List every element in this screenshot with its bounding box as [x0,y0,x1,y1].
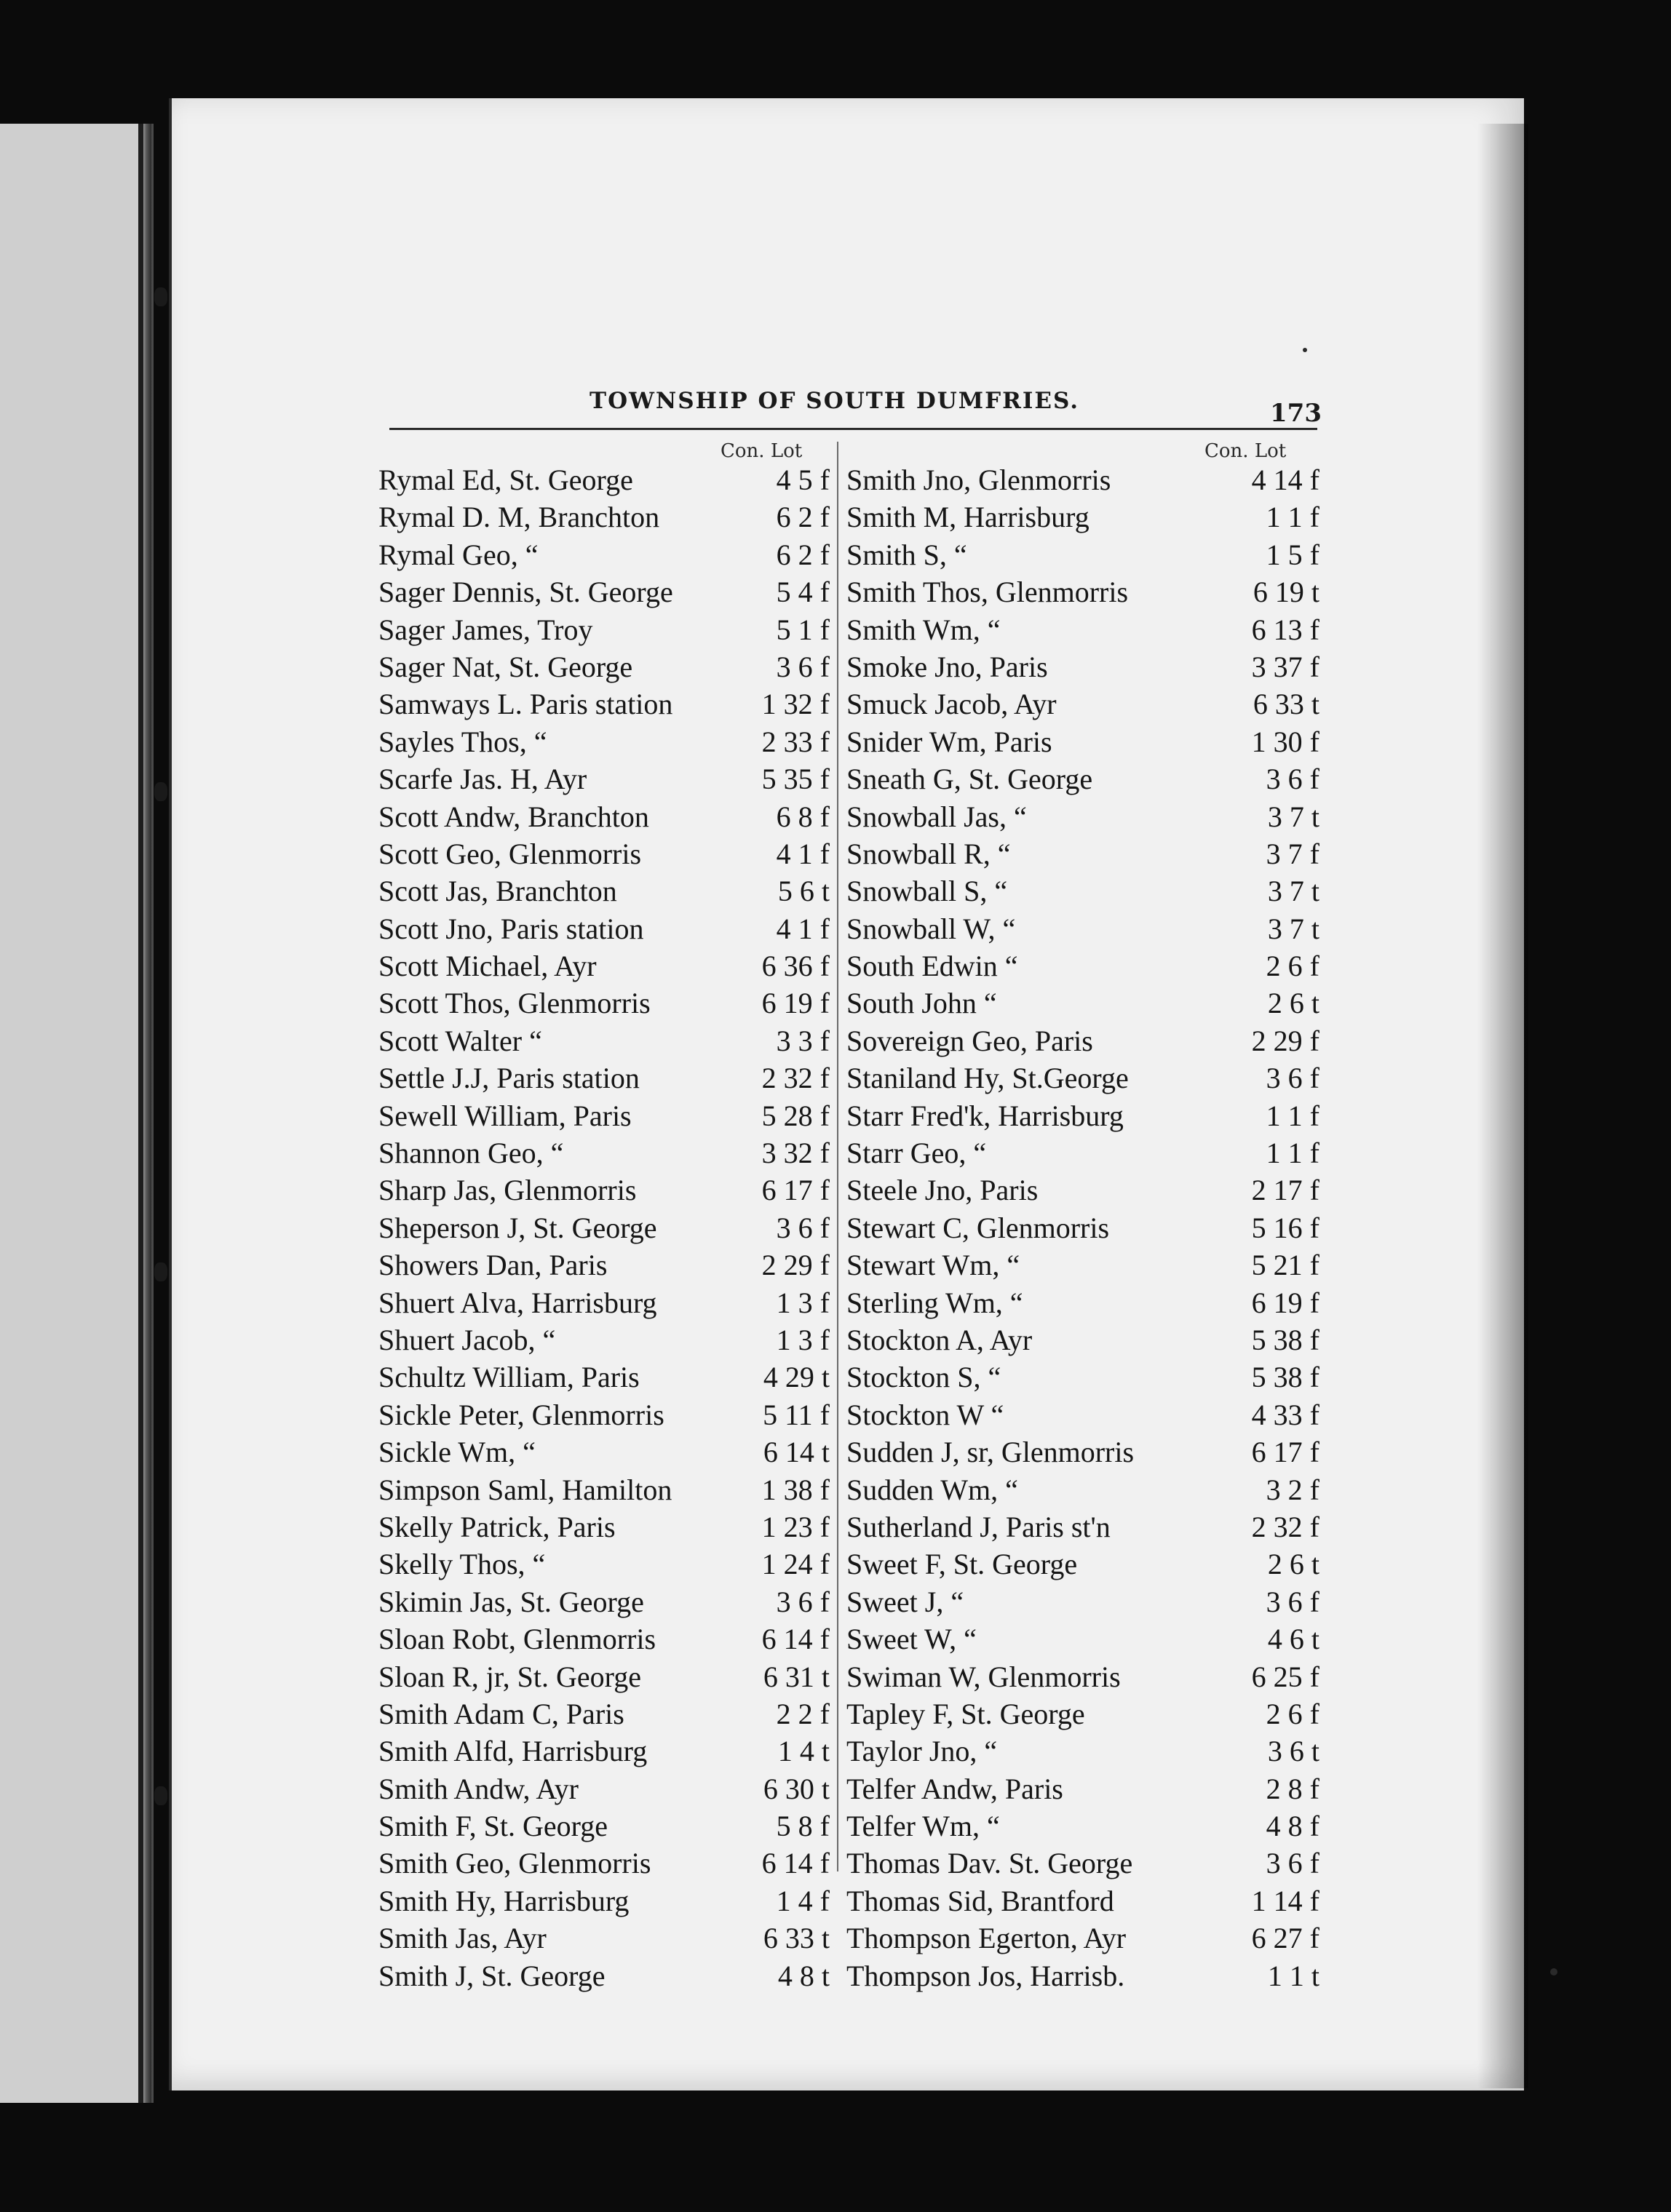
entry-con-lot: 1 4 f [776,1884,830,1917]
entry-con-lot: 6 13 f [1251,613,1319,646]
entry-name: Sudden Wm, “ [846,1473,1018,1506]
list-item [846,798,1319,835]
entry-con-lot: 6 14 f [761,1847,830,1880]
entry-con-lot: 2 8 f [1266,1772,1319,1805]
entry-con-lot: 3 32 f [761,1137,830,1170]
entry-con-lot: 6 17 f [1251,1436,1319,1469]
list-item [846,1807,1319,1845]
entry-con-lot: 5 16 f [1251,1211,1319,1244]
entry-name: Smith Andw, Ayr [378,1772,579,1805]
entry-con-lot: 2 29 f [761,1249,830,1282]
facing-page-edge [0,124,154,2103]
entry-con-lot: 6 19 t [1253,576,1319,609]
entry-name: Sovereign Geo, Paris [846,1024,1093,1057]
right-column-header: Con. Lot [1204,440,1287,462]
entry-name: Sager Nat, St. George [378,650,633,683]
entry-con-lot: 2 2 f [776,1697,830,1730]
entry-name: Tapley F, St. George [846,1697,1085,1730]
entry-name: Sheperson J, St. George [378,1211,657,1244]
list-item [378,461,830,498]
list-item [378,1583,830,1620]
entry-con-lot: 2 17 f [1251,1174,1319,1207]
entry-name: Thomas Sid, Brantford [846,1884,1114,1917]
entry-con-lot: 3 7 t [1267,875,1319,908]
list-item [846,536,1319,573]
entry-name: Smoke Jno, Paris [846,650,1048,683]
entry-name: Smith Adam C, Paris [378,1697,624,1730]
entry-name: Shuert Jacob, “ [378,1323,556,1356]
list-item [378,1059,830,1097]
header-rule [389,428,1317,430]
list-item [378,1919,830,1957]
entry-name: Smith Jas, Ayr [378,1922,547,1955]
list-item [846,1358,1319,1396]
entry-con-lot: 4 33 f [1251,1398,1319,1431]
binding-stitch [154,287,167,306]
list-item [378,1433,830,1471]
entry-name: Steele Jno, Paris [846,1174,1039,1207]
entry-name: Scott Thos, Glenmorris [378,987,651,1020]
entry-con-lot: 4 1 f [776,912,830,945]
entry-con-lot: 6 30 t [763,1772,830,1805]
entry-name: Telfer Wm, “ [846,1810,1000,1843]
list-item [378,910,830,947]
list-item [846,1583,1319,1620]
entry-name: Schultz William, Paris [378,1361,640,1394]
entry-con-lot: 3 3 f [776,1024,830,1057]
list-item [846,1209,1319,1246]
list-item [846,498,1319,536]
entry-con-lot: 3 6 f [776,650,830,683]
entry-con-lot: 5 8 f [776,1810,830,1843]
entry-name: Sickle Wm, “ [378,1436,536,1469]
entry-name: Skelly Thos, “ [378,1548,546,1581]
list-item [378,1957,830,1994]
entry-name: South Edwin “ [846,950,1018,983]
entry-name: Swiman W, Glenmorris [846,1660,1121,1693]
entry-con-lot: 4 14 f [1251,464,1319,496]
entry-con-lot: 3 7 f [1266,837,1319,870]
entry-name: Sloan R, jr, St. George [378,1660,641,1693]
entry-con-lot: 6 14 t [763,1436,830,1469]
list-item [846,1246,1319,1284]
column-divider [837,442,838,1871]
entry-name: Stewart Wm, “ [846,1249,1020,1282]
list-item [846,1919,1319,1957]
entry-name: Snowball W, “ [846,912,1016,945]
entry-con-lot: 4 8 f [1266,1810,1319,1843]
list-item [378,1358,830,1396]
list-item [378,1097,830,1134]
list-item [378,1022,830,1059]
entry-name: Scott Andw, Branchton [378,800,649,833]
entry-con-lot: 2 6 f [1266,950,1319,983]
entry-con-lot: 3 6 f [776,1211,830,1244]
entry-con-lot: 4 5 f [776,464,830,496]
list-item [846,947,1319,984]
list-item [846,984,1319,1022]
entry-con-lot: 6 19 f [1251,1286,1319,1319]
list-item [378,835,830,872]
list-item [378,1321,830,1358]
entry-name: Snider Wm, Paris [846,725,1052,758]
list-item [378,1171,830,1209]
page-edge-shadow [1477,124,1528,2088]
entry-con-lot: 3 6 t [1267,1735,1319,1768]
entry-con-lot: 3 6 f [776,1585,830,1618]
list-item [378,947,830,984]
list-item [378,611,830,648]
entry-name: Sweet F, St. George [846,1548,1078,1581]
entry-con-lot: 1 24 f [761,1548,830,1581]
list-item [846,1284,1319,1321]
entry-name: Sudden J, sr, Glenmorris [846,1436,1135,1469]
page-header: TOWNSHIP OF SOUTH DUMFRIES. [590,388,1080,414]
entry-name: South John “ [846,987,997,1020]
entry-name: Settle J.J, Paris station [378,1062,640,1095]
entry-con-lot: 1 1 f [1266,1099,1319,1132]
list-item [846,1059,1319,1097]
list-item [378,573,830,610]
entry-con-lot: 1 1 f [1266,1137,1319,1170]
entry-name: Sloan Robt, Glenmorris [378,1623,656,1656]
entry-con-lot: 2 6 t [1267,1548,1319,1581]
entry-con-lot: 3 6 f [1266,763,1319,796]
list-item [846,1882,1319,1919]
entry-name: Smith Geo, Glenmorris [378,1847,651,1880]
entry-con-lot: 5 38 f [1251,1323,1319,1356]
entry-name: Telfer Andw, Paris [846,1772,1063,1805]
page-number: 173 [1270,399,1322,428]
list-item [378,760,830,797]
list-item [846,723,1319,760]
list-item [378,648,830,685]
paper-speck [1550,1968,1557,1976]
list-item [846,1433,1319,1471]
list-item [378,536,830,573]
entry-name: Smuck Jacob, Ayr [846,688,1057,721]
entry-con-lot: 6 33 t [763,1922,830,1955]
entry-con-lot: 5 6 t [777,875,830,908]
entry-name: Smith J, St. George [378,1959,606,1992]
list-item [378,1508,830,1545]
entry-name: Smith S, “ [846,538,967,571]
entry-con-lot: 4 6 t [1267,1623,1319,1656]
entry-name: Taylor Jno, “ [846,1735,998,1768]
entry-name: Skimin Jas, St. George [378,1585,644,1618]
entry-con-lot: 5 21 f [1251,1249,1319,1282]
list-item [378,1246,830,1284]
list-item [846,1770,1319,1807]
entry-con-lot: 6 19 f [761,987,830,1020]
list-item [846,760,1319,797]
list-item [378,1284,830,1321]
list-item [378,1658,830,1695]
list-item [846,611,1319,648]
list-item [846,1957,1319,1994]
entry-name: Sutherland J, Paris st'n [846,1510,1111,1543]
list-item [378,1620,830,1658]
entry-name: Snowball R, “ [846,837,1011,870]
entry-name: Showers Dan, Paris [378,1249,608,1282]
entry-name: Sneath G, St. George [846,763,1093,796]
entry-name: Sayles Thos, “ [378,725,547,758]
entry-con-lot: 2 32 f [761,1062,830,1095]
binding-stitch [154,1786,167,1805]
entry-con-lot: 3 7 t [1267,912,1319,945]
entry-con-lot: 5 11 f [763,1398,830,1431]
list-item [378,872,830,910]
list-item [846,1845,1319,1882]
list-item [846,1134,1319,1171]
entry-name: Smith F, St. George [378,1810,608,1843]
list-item [378,1209,830,1246]
entry-con-lot: 1 23 f [761,1510,830,1543]
entry-name: Scott Michael, Ayr [378,950,597,983]
entry-con-lot: 6 17 f [761,1174,830,1207]
entry-name: Stockton W “ [846,1398,1004,1431]
entry-name: Rymal Geo, “ [378,538,539,571]
entry-con-lot: 6 36 f [761,950,830,983]
entry-name: Smith M, Harrisburg [846,501,1089,534]
entry-name: Stockton S, “ [846,1361,1001,1394]
entry-name: Sewell William, Paris [378,1099,632,1132]
list-item [846,910,1319,947]
list-item [846,685,1319,723]
entry-name: Sweet W, “ [846,1623,977,1656]
entry-name: Scott Jno, Paris station [378,912,644,945]
entry-name: Scott Geo, Glenmorris [378,837,642,870]
entry-con-lot: 6 8 f [776,800,830,833]
entry-name: Shuert Alva, Harrisburg [378,1286,657,1319]
entry-con-lot: 1 32 f [761,688,830,721]
list-item [846,1321,1319,1358]
entry-name: Starr Fred'k, Harrisburg [846,1099,1124,1132]
entry-con-lot: 2 6 t [1267,987,1319,1020]
binding-stitch [154,782,167,801]
list-item [846,1471,1319,1508]
entry-name: Starr Geo, “ [846,1137,987,1170]
entry-name: Sweet J, “ [846,1585,964,1618]
entry-name: Smith Jno, Glenmorris [846,464,1111,496]
list-item [378,1770,830,1807]
entry-con-lot: 3 2 f [1266,1473,1319,1506]
list-item [378,1134,830,1171]
list-item [378,1732,830,1770]
entry-name: Samways L. Paris station [378,688,673,721]
list-item [378,723,830,760]
list-item [378,1471,830,1508]
list-item [846,1508,1319,1545]
entry-con-lot: 5 38 f [1251,1361,1319,1394]
list-item [378,798,830,835]
list-item [846,1022,1319,1059]
list-item [378,1695,830,1732]
entry-con-lot: 2 32 f [1251,1510,1319,1543]
entry-name: Sterling Wm, “ [846,1286,1023,1319]
list-item [378,1545,830,1583]
entry-name: Smith Alfd, Harrisburg [378,1735,648,1768]
entry-name: Stewart C, Glenmorris [846,1211,1110,1244]
list-item [846,1695,1319,1732]
entry-con-lot: 3 6 f [1266,1062,1319,1095]
entry-con-lot: 3 6 f [1266,1585,1319,1618]
entry-name: Rymal D. M, Branchton [378,501,660,534]
entry-con-lot: 5 4 f [776,576,830,609]
entry-name: Staniland Hy, St.George [846,1062,1129,1095]
list-item [378,685,830,723]
entry-con-lot: 1 1 f [1266,501,1319,534]
list-item [846,648,1319,685]
entry-name: Thompson Egerton, Ayr [846,1922,1127,1955]
left-column-list [378,461,830,1994]
list-item [846,1732,1319,1770]
list-item [378,1396,830,1433]
list-item [378,1807,830,1845]
list-item [846,573,1319,610]
entry-name: Smith Wm, “ [846,613,1001,646]
list-item [378,984,830,1022]
entry-con-lot: 5 1 f [776,613,830,646]
entry-con-lot: 2 33 f [761,725,830,758]
entry-con-lot: 5 35 f [761,763,830,796]
list-item [378,1845,830,1882]
entry-con-lot: 6 14 f [761,1623,830,1656]
entry-con-lot: 1 38 f [761,1473,830,1506]
entry-name: Simpson Saml, Hamilton [378,1473,672,1506]
entry-con-lot: 1 3 f [776,1286,830,1319]
list-item [846,1171,1319,1209]
entry-name: Sager James, Troy [378,613,593,646]
entry-con-lot: 1 5 f [1266,538,1319,571]
binding-spine [138,124,143,2103]
entry-name: Smith Thos, Glenmorris [846,576,1129,609]
entry-name: Stockton A, Ayr [846,1323,1033,1356]
entry-name: Snowball S, “ [846,875,1008,908]
entry-con-lot: 6 33 t [1253,688,1319,721]
entry-con-lot: 2 6 f [1266,1697,1319,1730]
entry-con-lot: 3 6 f [1266,1847,1319,1880]
entry-name: Scarfe Jas. H, Ayr [378,763,587,796]
entry-con-lot: 3 37 f [1251,650,1319,683]
entry-con-lot: 1 1 t [1267,1959,1319,1992]
list-item [846,872,1319,910]
entry-con-lot: 5 28 f [761,1099,830,1132]
entry-name: Scott Walter “ [378,1024,542,1057]
entry-con-lot: 4 29 t [763,1361,830,1394]
list-item [846,461,1319,498]
entry-con-lot: 1 14 f [1251,1884,1319,1917]
entry-con-lot: 6 2 f [776,501,830,534]
entry-con-lot: 3 7 t [1267,800,1319,833]
entry-name: Thomas Dav. St. George [846,1847,1133,1880]
entry-name: Smith Hy, Harrisburg [378,1884,630,1917]
entry-con-lot: 6 31 t [763,1660,830,1693]
right-column-list [846,461,1319,1994]
entry-con-lot: 4 8 t [777,1959,830,1992]
list-item [846,1545,1319,1583]
entry-con-lot: 6 25 f [1251,1660,1319,1693]
list-item [846,835,1319,872]
list-item [846,1620,1319,1658]
entry-con-lot: 1 30 f [1251,725,1319,758]
entry-name: Shannon Geo, “ [378,1137,564,1170]
entry-con-lot: 2 29 f [1251,1024,1319,1057]
entry-con-lot: 1 4 t [777,1735,830,1768]
list-item [846,1097,1319,1134]
binding-stitch [154,1262,167,1281]
entry-con-lot: 1 3 f [776,1323,830,1356]
entry-name: Sager Dennis, St. George [378,576,673,609]
list-item [846,1396,1319,1433]
entry-name: Rymal Ed, St. George [378,464,633,496]
list-item [378,498,830,536]
entry-name: Scott Jas, Branchton [378,875,617,908]
list-item [378,1882,830,1919]
left-column-header: Con. Lot [721,440,803,462]
entry-name: Skelly Patrick, Paris [378,1510,616,1543]
entry-con-lot: 4 1 f [776,837,830,870]
entry-con-lot: 6 2 f [776,538,830,571]
paper-speck [1303,348,1307,352]
entry-name: Sharp Jas, Glenmorris [378,1174,637,1207]
entry-name: Thompson Jos, Harrisb. [846,1959,1125,1992]
entry-name: Snowball Jas, “ [846,800,1027,833]
entry-con-lot: 6 27 f [1251,1922,1319,1955]
list-item [846,1658,1319,1695]
entry-name: Sickle Peter, Glenmorris [378,1398,664,1431]
